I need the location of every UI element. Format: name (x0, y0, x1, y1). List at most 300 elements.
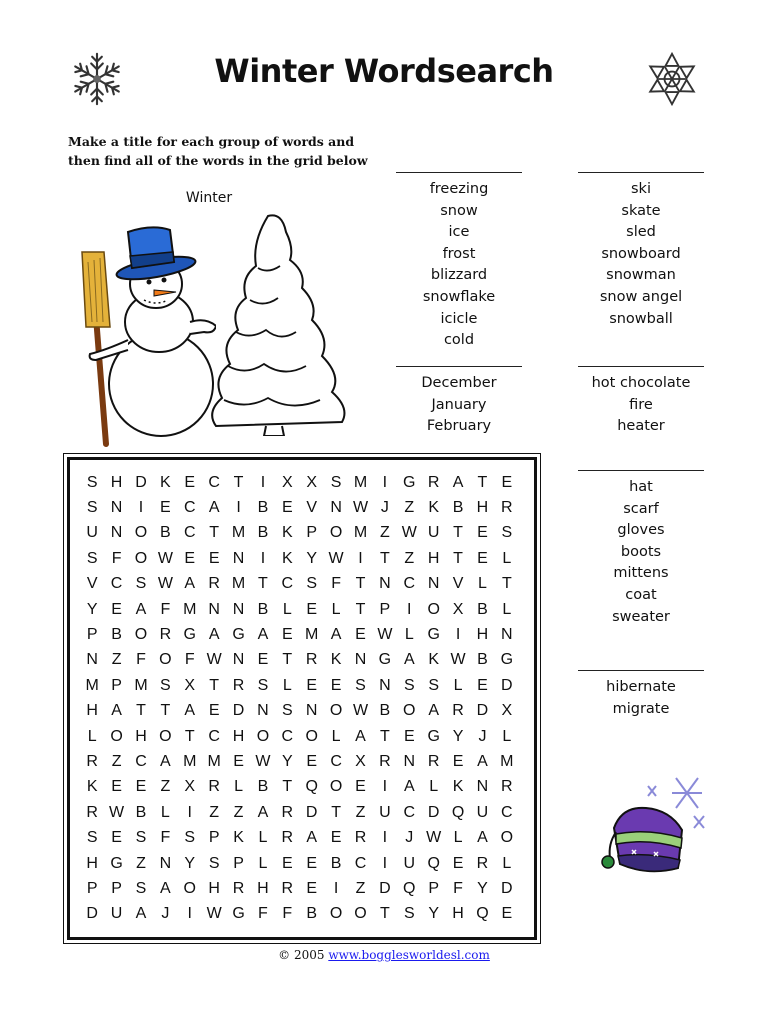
grid-letter[interactable]: A (477, 829, 488, 847)
grid-letter[interactable]: O (329, 524, 343, 542)
grid-letter[interactable]: V (306, 499, 318, 517)
grid-letter[interactable]: S (403, 905, 415, 923)
grid-letter[interactable]: X (306, 473, 318, 491)
grid-letter[interactable]: T (184, 727, 195, 745)
grid-letter[interactable]: R (379, 752, 391, 770)
grid-letter[interactable]: L (160, 803, 170, 821)
grid-letter[interactable]: C (183, 524, 196, 542)
grid-letter[interactable]: R (281, 879, 294, 897)
grid-letter[interactable]: R (354, 829, 367, 847)
group-title-blank[interactable] (396, 158, 522, 173)
grid-letter[interactable]: K (330, 651, 342, 669)
grid-letter[interactable]: U (476, 803, 489, 821)
grid-letter[interactable]: P (86, 626, 98, 644)
grid-letter[interactable]: C (281, 727, 294, 745)
grid-letter[interactable]: R (232, 879, 245, 897)
grid-letter[interactable]: I (455, 626, 461, 644)
grid-letter[interactable]: G (110, 854, 123, 872)
grid-letter[interactable]: P (306, 524, 318, 542)
grid-letter[interactable]: C (403, 803, 416, 821)
grid-letter[interactable]: O (134, 549, 148, 567)
grid-letter[interactable]: G (378, 651, 392, 669)
grid-letter[interactable]: E (281, 854, 293, 872)
grid-letter[interactable]: L (234, 778, 243, 796)
grid-letter[interactable]: I (260, 473, 266, 491)
group-title-blank[interactable] (578, 456, 704, 471)
grid-letter[interactable]: G (427, 626, 440, 644)
grid-letter[interactable]: E (257, 651, 269, 669)
grid-letter[interactable]: U (427, 524, 440, 542)
grid-letter[interactable]: Y (306, 549, 318, 567)
grid-letter[interactable]: V (86, 575, 98, 593)
grid-letter[interactable]: A (452, 473, 464, 491)
grid-letter[interactable]: C (501, 803, 513, 821)
grid-letter[interactable]: N (159, 854, 172, 872)
grid-letter[interactable]: Z (111, 651, 122, 669)
grid-letter[interactable]: W (401, 524, 417, 542)
grid-letter[interactable]: W (426, 829, 442, 847)
grid-letter[interactable]: O (159, 651, 172, 669)
grid-letter[interactable]: A (403, 651, 415, 669)
grid-letter[interactable]: N (354, 651, 367, 669)
grid-letter[interactable]: W (352, 702, 369, 720)
grid-letter[interactable]: S (501, 524, 513, 542)
grid-letter[interactable]: A (306, 829, 318, 847)
grid-letter[interactable]: O (256, 727, 270, 745)
grid-letter[interactable]: Q (305, 778, 318, 796)
grid-letter[interactable]: O (159, 727, 172, 745)
grid-letter[interactable]: A (111, 702, 122, 720)
grid-letter[interactable]: W (157, 575, 173, 593)
grid-letter[interactable]: K (281, 524, 293, 542)
grid-letter[interactable]: W (109, 803, 125, 821)
grid-letter[interactable]: E (403, 727, 415, 745)
grid-letter[interactable]: T (282, 651, 293, 669)
grid-letter[interactable]: D (427, 803, 440, 821)
grid-letter[interactable]: S (86, 549, 98, 567)
grid-letter[interactable]: C (208, 473, 220, 491)
grid-letter[interactable]: L (331, 600, 341, 618)
grid-letter[interactable]: B (452, 499, 464, 517)
grid-letter[interactable]: L (502, 854, 512, 872)
grid-letter[interactable]: T (453, 524, 463, 542)
grid-letter[interactable]: M (231, 524, 246, 542)
grid-letter[interactable]: D (379, 879, 391, 897)
grid-letter[interactable]: T (355, 600, 366, 618)
grid-letter[interactable]: X (501, 702, 513, 720)
grid-letter[interactable]: S (135, 829, 147, 847)
grid-letter[interactable]: E (501, 905, 513, 923)
grid-letter[interactable]: B (257, 499, 269, 517)
website-link[interactable]: www.bogglesworldesl.com (328, 948, 490, 962)
grid-letter[interactable]: F (160, 600, 171, 618)
grid-letter[interactable]: O (305, 727, 318, 745)
grid-letter[interactable]: W (206, 651, 222, 669)
grid-letter[interactable]: Y (281, 752, 293, 770)
grid-letter[interactable]: L (453, 829, 463, 847)
grid-letter[interactable]: S (403, 676, 415, 694)
grid-letter[interactable]: R (427, 752, 440, 770)
grid-letter[interactable]: T (258, 575, 268, 593)
grid-letter[interactable]: B (477, 600, 488, 618)
grid-letter[interactable]: Y (428, 905, 439, 923)
grid-letter[interactable]: H (476, 499, 489, 517)
grid-letter[interactable]: D (305, 803, 318, 821)
grid-letter[interactable]: N (427, 575, 440, 593)
grid-letter[interactable]: J (478, 727, 487, 745)
grid-letter[interactable]: A (208, 499, 220, 517)
grid-letter[interactable]: E (233, 752, 244, 770)
grid-letter[interactable]: N (501, 626, 513, 644)
grid-letter[interactable]: K (428, 499, 439, 517)
grid-letter[interactable]: Y (184, 854, 196, 872)
grid-letter[interactable]: L (429, 778, 439, 796)
grid-letter[interactable]: X (452, 600, 464, 618)
grid-letter[interactable]: E (330, 829, 342, 847)
grid-letter[interactable]: Z (355, 803, 366, 821)
grid-letter[interactable]: E (111, 778, 122, 796)
grid-letter[interactable]: I (333, 879, 339, 897)
grid-letter[interactable]: T (282, 778, 293, 796)
grid-letter[interactable]: L (502, 727, 512, 745)
grid-letter[interactable]: T (355, 575, 366, 593)
grid-letter[interactable]: L (258, 854, 268, 872)
grid-letter[interactable]: Y (477, 879, 488, 897)
grid-letter[interactable]: S (306, 575, 318, 593)
grid-letter[interactable]: N (110, 524, 123, 542)
grid-letter[interactable]: E (355, 778, 366, 796)
grid-letter[interactable]: K (281, 549, 293, 567)
grid-letter[interactable]: T (209, 524, 220, 542)
grid-letter[interactable]: I (382, 829, 388, 847)
grid-letter[interactable]: L (502, 549, 512, 567)
grid-letter[interactable]: E (477, 524, 488, 542)
grid-letter[interactable]: E (306, 676, 318, 694)
grid-letter[interactable]: W (450, 651, 466, 669)
grid-letter[interactable]: E (208, 702, 220, 720)
grid-letter[interactable]: S (184, 829, 196, 847)
grid-letter[interactable]: T (477, 473, 488, 491)
grid-letter[interactable]: X (355, 752, 366, 770)
grid-letter[interactable]: O (500, 829, 514, 847)
grid-letter[interactable]: P (233, 854, 244, 872)
grid-letter[interactable]: N (330, 499, 342, 517)
grid-letter[interactable]: H (110, 473, 123, 491)
grid-letter[interactable]: R (208, 778, 220, 796)
grid-letter[interactable]: E (306, 854, 318, 872)
grid-letter[interactable]: I (358, 549, 363, 567)
grid-letter[interactable]: K (428, 651, 439, 669)
grid-letter[interactable]: H (86, 702, 98, 720)
grid-letter[interactable]: N (379, 575, 391, 593)
grid-letter[interactable]: C (281, 575, 294, 593)
grid-letter[interactable]: H (208, 879, 220, 897)
grid-letter[interactable]: M (207, 752, 221, 770)
grid-letter[interactable]: S (355, 676, 366, 694)
grid-letter[interactable]: C (354, 854, 367, 872)
grid-letter[interactable]: F (282, 905, 293, 923)
grid-letter[interactable]: R (281, 803, 294, 821)
grid-letter[interactable]: A (403, 778, 415, 796)
grid-letter[interactable]: I (187, 803, 192, 821)
grid-letter[interactable]: O (110, 727, 123, 745)
grid-letter[interactable]: I (382, 778, 388, 796)
grid-letter[interactable]: I (407, 600, 412, 618)
grid-letter[interactable]: E (281, 499, 293, 517)
grid-letter[interactable]: J (405, 829, 414, 847)
grid-letter[interactable]: Q (451, 803, 465, 821)
grid-letter[interactable]: L (502, 600, 512, 618)
grid-letter[interactable]: S (86, 473, 98, 491)
grid-letter[interactable]: S (428, 676, 439, 694)
grid-letter[interactable]: B (257, 778, 269, 796)
grid-letter[interactable]: N (208, 600, 220, 618)
grid-letter[interactable]: E (477, 676, 488, 694)
grid-letter[interactable]: N (86, 651, 98, 669)
grid-letter[interactable]: E (330, 676, 342, 694)
grid-letter[interactable]: Y (86, 600, 98, 618)
grid-letter[interactable]: O (329, 702, 343, 720)
grid-letter[interactable]: G (427, 727, 440, 745)
grid-letter[interactable]: X (184, 676, 196, 694)
grid-letter[interactable]: B (160, 524, 171, 542)
grid-letter[interactable]: R (232, 676, 245, 694)
grid-letter[interactable]: C (403, 575, 416, 593)
grid-letter[interactable]: G (500, 651, 514, 669)
grid-letter[interactable]: F (184, 651, 195, 669)
grid-letter[interactable]: T (160, 702, 171, 720)
grid-letter[interactable]: C (110, 575, 123, 593)
grid-letter[interactable]: K (86, 778, 98, 796)
grid-letter[interactable]: H (476, 626, 489, 644)
grid-letter[interactable]: M (353, 524, 368, 542)
grid-letter[interactable]: A (184, 575, 196, 593)
grid-letter[interactable]: A (135, 600, 147, 618)
grid-letter[interactable]: J (161, 905, 170, 923)
grid-letter[interactable]: Z (404, 499, 415, 517)
grid-letter[interactable]: E (501, 473, 513, 491)
grid-letter[interactable]: A (428, 702, 439, 720)
grid-letter[interactable]: N (305, 702, 318, 720)
grid-letter[interactable]: B (379, 702, 391, 720)
grid-letter[interactable]: T (453, 549, 463, 567)
grid-letter[interactable]: F (453, 879, 463, 897)
grid-letter[interactable]: R (86, 803, 98, 821)
grid-letter[interactable]: O (329, 778, 343, 796)
grid-letter[interactable]: L (282, 600, 292, 618)
grid-letter[interactable]: E (160, 499, 171, 517)
grid-letter[interactable]: A (257, 626, 269, 644)
grid-letter[interactable]: Z (136, 854, 146, 872)
grid-letter[interactable]: R (208, 575, 220, 593)
grid-letter[interactable]: A (135, 905, 147, 923)
grid-letter[interactable]: Z (209, 803, 220, 821)
grid-letter[interactable]: H (452, 905, 464, 923)
grid-letter[interactable]: A (477, 752, 488, 770)
grid-letter[interactable]: E (184, 473, 196, 491)
grid-letter[interactable]: C (330, 752, 342, 770)
grid-letter[interactable]: E (452, 854, 464, 872)
grid-letter[interactable]: L (477, 575, 487, 593)
grid-letter[interactable]: I (260, 549, 266, 567)
grid-letter[interactable]: M (500, 752, 514, 770)
grid-letter[interactable]: C (183, 499, 196, 517)
grid-letter[interactable]: J (380, 499, 389, 517)
grid-letter[interactable]: N (110, 499, 123, 517)
grid-letter[interactable]: L (331, 727, 341, 745)
group-title-blank[interactable] (578, 352, 704, 367)
grid-letter[interactable]: O (329, 905, 343, 923)
grid-letter[interactable]: G (232, 626, 245, 644)
grid-letter[interactable]: V (452, 575, 464, 593)
grid-letter[interactable]: B (135, 803, 147, 821)
grid-letter[interactable]: Z (379, 524, 390, 542)
grid-letter[interactable]: T (209, 676, 220, 694)
grid-letter[interactable]: Q (427, 854, 440, 872)
grid-letter[interactable]: S (86, 499, 98, 517)
grid-letter[interactable]: H (86, 854, 98, 872)
grid-letter[interactable]: Z (160, 778, 171, 796)
grid-letter[interactable]: N (257, 702, 269, 720)
grid-letter[interactable]: W (206, 905, 222, 923)
grid-letter[interactable]: O (183, 879, 196, 897)
grid-letter[interactable]: D (476, 702, 489, 720)
grid-letter[interactable]: Z (111, 752, 122, 770)
grid-letter[interactable]: M (353, 473, 368, 491)
grid-letter[interactable]: L (87, 727, 97, 745)
grid-letter[interactable]: B (330, 854, 342, 872)
grid-letter[interactable]: C (208, 727, 220, 745)
grid-letter[interactable]: R (159, 626, 172, 644)
grid-letter[interactable]: E (135, 778, 147, 796)
grid-letter[interactable]: N (403, 752, 416, 770)
grid-letter[interactable]: D (86, 905, 98, 923)
grid-letter[interactable]: O (134, 524, 148, 542)
grid-letter[interactable]: O (403, 702, 416, 720)
grid-letter[interactable]: K (160, 473, 171, 491)
grid-letter[interactable]: W (157, 549, 173, 567)
grid-letter[interactable]: O (427, 600, 440, 618)
grid-letter[interactable]: T (136, 702, 146, 720)
grid-letter[interactable]: B (111, 626, 122, 644)
grid-letter[interactable]: E (111, 600, 122, 618)
grid-letter[interactable]: G (232, 905, 245, 923)
group-title-blank[interactable] (578, 656, 704, 671)
grid-letter[interactable]: H (257, 879, 269, 897)
grid-letter[interactable]: A (160, 879, 171, 897)
grid-letter[interactable]: B (257, 524, 269, 542)
grid-letter[interactable]: E (355, 626, 366, 644)
grid-letter[interactable]: N (232, 549, 245, 567)
grid-letter[interactable]: H (232, 727, 245, 745)
grid-letter[interactable]: M (183, 752, 197, 770)
grid-letter[interactable]: E (477, 549, 488, 567)
grid-letter[interactable]: U (403, 854, 416, 872)
grid-letter[interactable]: Z (404, 549, 415, 567)
grid-letter[interactable]: D (232, 702, 245, 720)
grid-letter[interactable]: N (232, 651, 245, 669)
grid-letter[interactable]: F (160, 829, 171, 847)
grid-letter[interactable]: A (355, 727, 366, 745)
grid-letter[interactable]: E (306, 879, 318, 897)
grid-letter[interactable]: X (281, 473, 293, 491)
grid-letter[interactable]: A (184, 702, 196, 720)
grid-letter[interactable]: P (86, 879, 98, 897)
grid-letter[interactable]: P (208, 829, 220, 847)
grid-letter[interactable]: I (138, 499, 144, 517)
grid-letter[interactable]: H (427, 549, 440, 567)
grid-letter[interactable]: S (135, 879, 147, 897)
grid-letter[interactable]: S (160, 676, 171, 694)
grid-letter[interactable]: D (501, 879, 513, 897)
grid-letter[interactable]: F (258, 905, 268, 923)
grid-letter[interactable]: T (331, 803, 341, 821)
grid-letter[interactable]: K (452, 778, 464, 796)
grid-letter[interactable]: S (257, 676, 269, 694)
grid-letter[interactable]: B (477, 651, 488, 669)
grid-letter[interactable]: M (305, 626, 319, 644)
grid-letter[interactable]: P (379, 600, 391, 618)
grid-letter[interactable]: P (428, 879, 439, 897)
grid-letter[interactable]: D (135, 473, 147, 491)
grid-letter[interactable]: X (184, 778, 196, 796)
grid-letter[interactable]: W (377, 626, 393, 644)
grid-letter[interactable]: Y (452, 727, 464, 745)
grid-letter[interactable]: E (184, 549, 196, 567)
grid-letter[interactable]: F (331, 575, 341, 593)
grid-letter[interactable]: A (257, 803, 269, 821)
group-title-blank[interactable] (396, 352, 522, 367)
grid-letter[interactable]: R (501, 778, 513, 796)
grid-letter[interactable]: L (258, 829, 268, 847)
grid-letter[interactable]: S (135, 575, 147, 593)
grid-letter[interactable]: I (382, 854, 388, 872)
grid-letter[interactable]: S (330, 473, 342, 491)
grid-letter[interactable]: T (379, 905, 390, 923)
grid-letter[interactable]: T (501, 575, 512, 593)
grid-letter[interactable]: E (306, 600, 318, 618)
grid-letter[interactable]: L (453, 676, 463, 694)
grid-letter[interactable]: E (281, 626, 293, 644)
grid-letter[interactable]: O (354, 905, 367, 923)
grid-letter[interactable]: Q (403, 879, 416, 897)
grid-letter[interactable]: R (476, 854, 489, 872)
grid-letter[interactable]: U (379, 803, 391, 821)
grid-letter[interactable]: S (86, 829, 98, 847)
grid-letter[interactable]: D (501, 676, 513, 694)
grid-letter[interactable]: N (232, 600, 245, 618)
grid-letter[interactable]: G (403, 473, 416, 491)
grid-letter[interactable]: P (111, 879, 122, 897)
grid-letter[interactable]: M (183, 600, 197, 618)
grid-letter[interactable]: M (134, 676, 148, 694)
grid-letter[interactable]: S (281, 702, 293, 720)
grid-letter[interactable]: H (135, 727, 147, 745)
grid-letter[interactable]: M (231, 575, 246, 593)
group-title-blank[interactable] (578, 158, 704, 173)
grid-letter[interactable]: N (379, 676, 391, 694)
grid-letter[interactable]: U (110, 905, 123, 923)
grid-letter[interactable]: S (208, 854, 220, 872)
grid-letter[interactable]: C (135, 752, 147, 770)
grid-letter[interactable]: K (233, 829, 244, 847)
grid-letter[interactable]: A (208, 626, 220, 644)
grid-letter[interactable]: W (328, 549, 344, 567)
grid-letter[interactable]: O (134, 626, 148, 644)
grid-letter[interactable]: I (382, 473, 388, 491)
grid-letter[interactable]: A (330, 626, 342, 644)
grid-letter[interactable]: E (111, 829, 122, 847)
